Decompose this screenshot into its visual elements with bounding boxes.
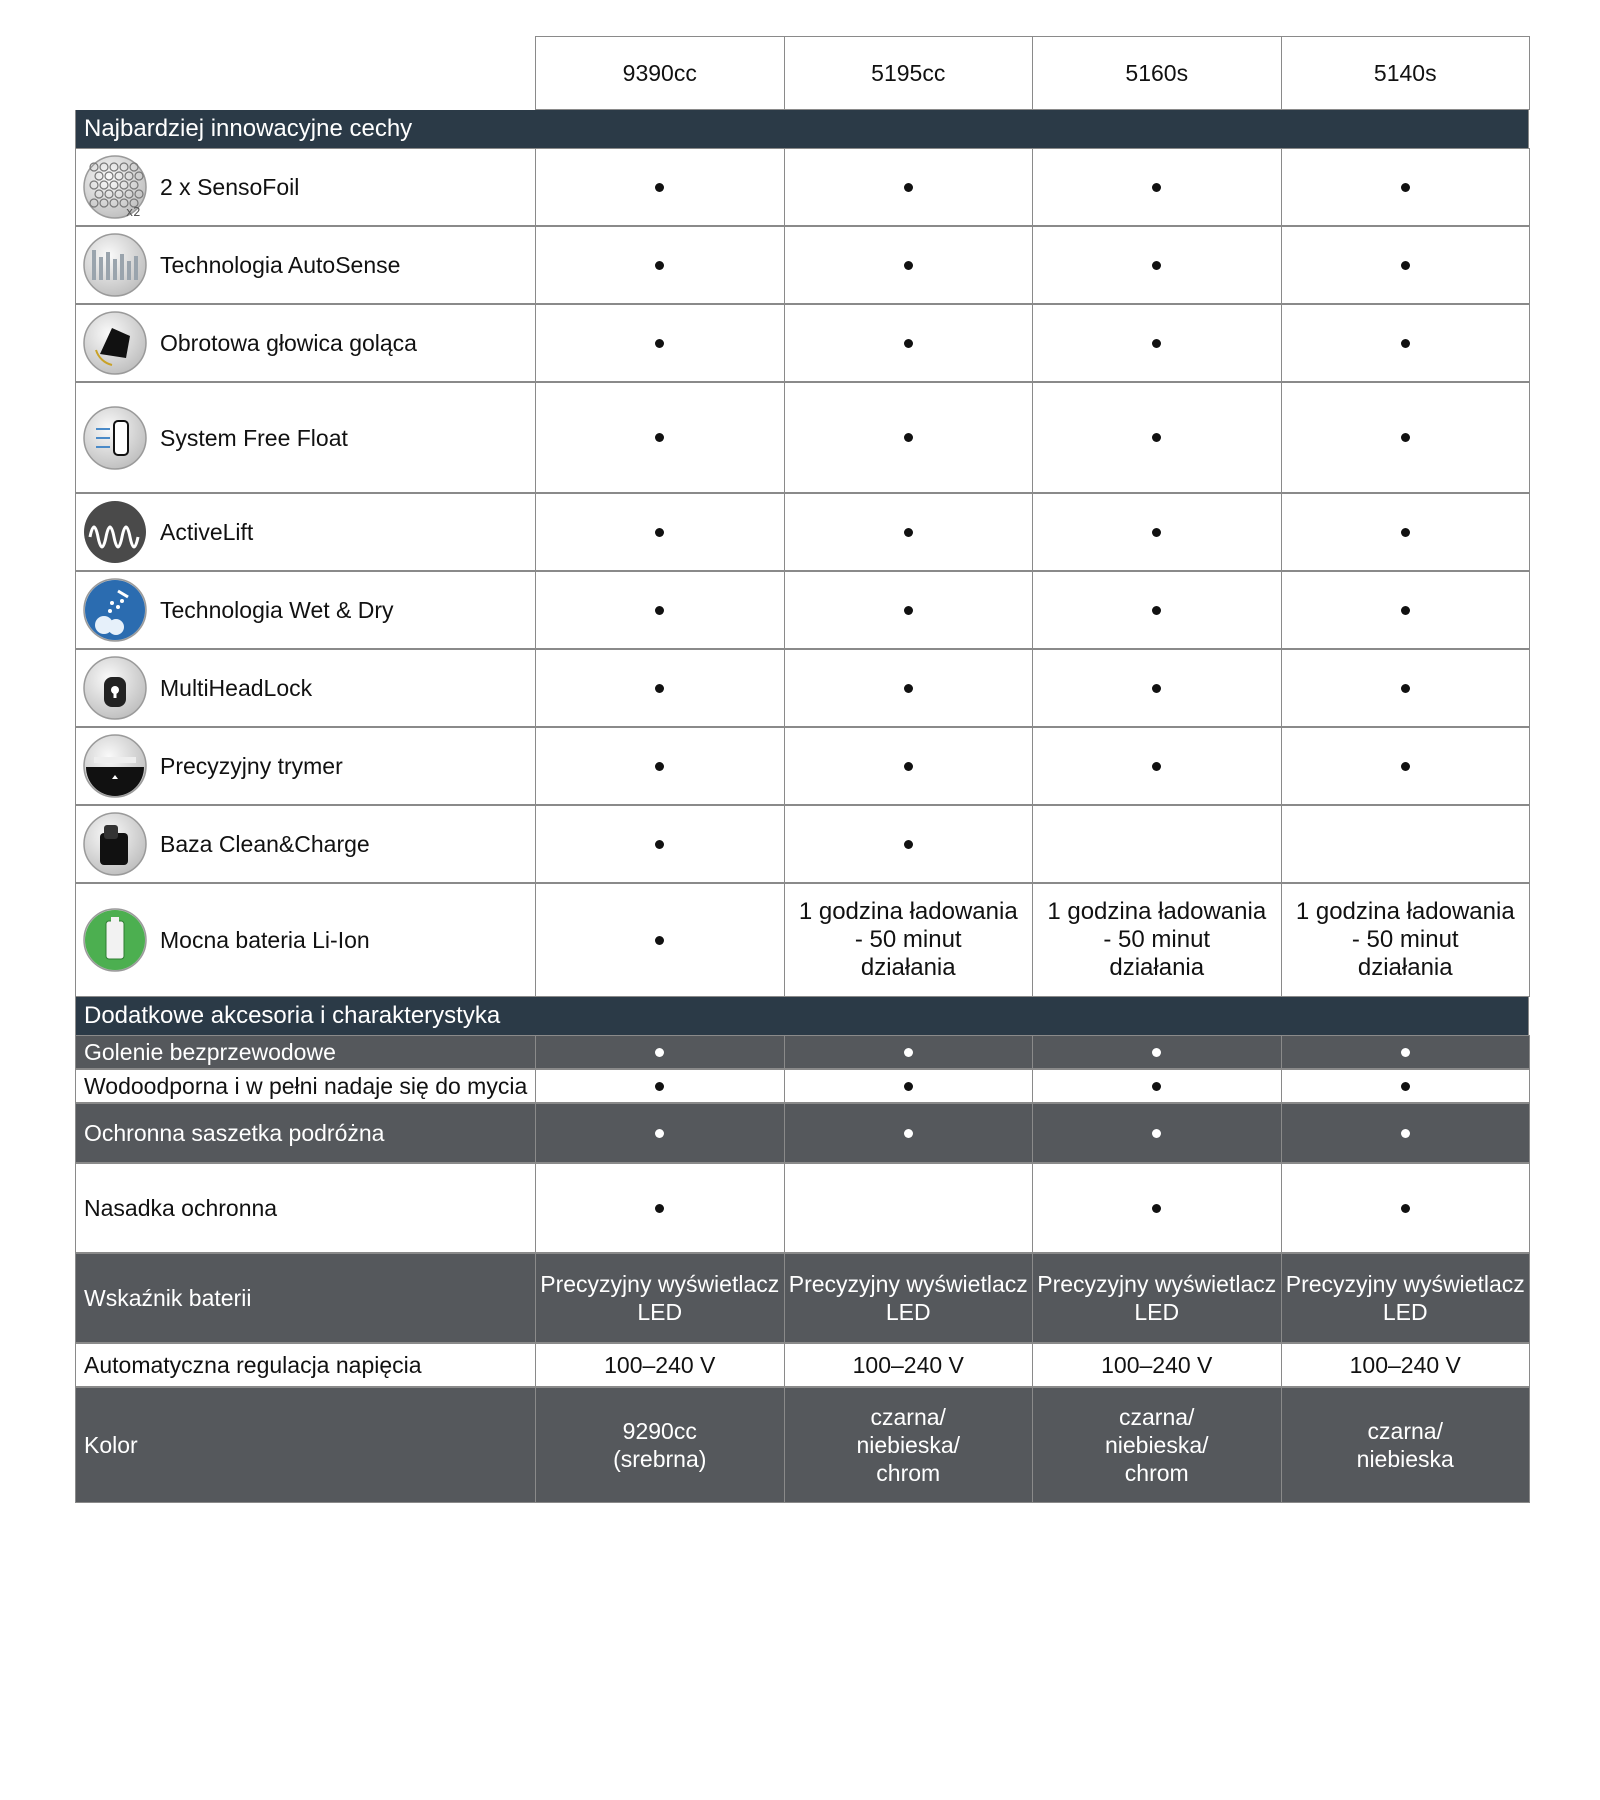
- cell-text: 100–240 V: [1101, 1352, 1213, 1378]
- accessory-value-cell: [784, 1103, 1034, 1163]
- feature-included-dot: [1152, 183, 1161, 192]
- cell-text: 100–240 V: [852, 1352, 964, 1378]
- accessory-value-cell: [535, 1163, 785, 1253]
- feature-included-dot: [1401, 183, 1410, 192]
- feature-label: Mocna bateria Li-Ion: [160, 927, 370, 953]
- feature-value-cell: [535, 226, 785, 304]
- feature-value-cell: [1281, 571, 1531, 649]
- accessory-row-label: [75, 1103, 536, 1163]
- accessory-value-cell: [1032, 1343, 1282, 1387]
- feature-included-dot: [1401, 1129, 1410, 1138]
- feature-label: System Free Float: [160, 424, 348, 451]
- feature-included-dot: [904, 1129, 913, 1138]
- section-title: Najbardziej innowacyjne cechy: [84, 115, 413, 142]
- accessory-row-label: [75, 1253, 536, 1343]
- feature-included-dot: [1152, 606, 1161, 615]
- cell-text: Precyzyjny wyświetlacz LED: [1285, 1271, 1525, 1325]
- feature-value-cell: [1281, 649, 1531, 727]
- accessory-label: Nasadka ochronna: [84, 1195, 278, 1221]
- feature-row-label: [75, 382, 536, 493]
- feature-included-dot: [1152, 261, 1161, 270]
- wet-dry-icon: [82, 577, 148, 643]
- feature-value-cell: [784, 571, 1034, 649]
- feature-included-dot: [655, 528, 664, 537]
- accessory-value-cell: [535, 1035, 785, 1069]
- feature-value-cell: [1032, 727, 1282, 805]
- feature-included-dot: [904, 840, 913, 849]
- feature-included-dot: [1152, 433, 1161, 442]
- feature-included-dot: [1401, 1048, 1410, 1057]
- feature-value-cell: [1032, 382, 1282, 493]
- cell-text: 1 godzina ładowania - 50 minut działania: [1047, 898, 1267, 981]
- feature-value-cell: [784, 883, 1034, 997]
- feature-row-label: [75, 805, 536, 883]
- feature-included-dot: [1152, 684, 1161, 693]
- accessory-label: Ochronna saszetka podróżna: [84, 1120, 385, 1146]
- accessory-value-cell: [535, 1103, 785, 1163]
- feature-value-cell: [535, 382, 785, 493]
- feature-included-dot: [1152, 339, 1161, 348]
- accessory-value-cell: [1281, 1253, 1531, 1343]
- feature-value-cell: [784, 304, 1034, 382]
- feature-value-cell: [1281, 805, 1531, 883]
- section-header-accessories: [75, 997, 1529, 1035]
- feature-value-cell: [1281, 382, 1531, 493]
- feature-included-dot: [904, 684, 913, 693]
- accessory-label: Golenie bezprzewodowe: [84, 1039, 336, 1065]
- accessory-label: Wskaźnik baterii: [84, 1285, 252, 1311]
- feature-included-dot: [904, 606, 913, 615]
- feature-included-dot: [1401, 261, 1410, 270]
- feature-row-label: [75, 493, 536, 571]
- feature-included-dot: [655, 1048, 664, 1057]
- accessory-value-cell: [1281, 1387, 1531, 1503]
- feature-value-cell: [1032, 571, 1282, 649]
- accessory-value-cell: [784, 1253, 1034, 1343]
- accessory-value-cell: [784, 1163, 1034, 1253]
- feature-included-dot: [655, 433, 664, 442]
- accessory-row-label: [75, 1163, 536, 1253]
- feature-included-dot: [655, 339, 664, 348]
- feature-value-cell: [1032, 493, 1282, 571]
- section-header-innovative: [75, 110, 1529, 148]
- feature-label: Technologia AutoSense: [160, 252, 401, 278]
- battery-icon: [82, 907, 148, 973]
- feature-label: MultiHeadLock: [160, 675, 313, 701]
- model-name: 9390cc: [622, 60, 697, 86]
- feature-included-dot: [655, 762, 664, 771]
- feature-value-cell: [1281, 148, 1531, 226]
- clean-charge-base-icon: [82, 811, 148, 877]
- feature-value-cell: [784, 148, 1034, 226]
- feature-included-dot: [904, 183, 913, 192]
- feature-value-cell: [535, 727, 785, 805]
- model-header-9390cc: [535, 36, 785, 110]
- feature-value-cell: [1032, 805, 1282, 883]
- accessory-value-cell: [1281, 1103, 1531, 1163]
- cell-text: 100–240 V: [1349, 1352, 1461, 1378]
- cell-text: Precyzyjny wyświetlacz LED: [788, 1271, 1028, 1325]
- feature-value-cell: [535, 571, 785, 649]
- feature-included-dot: [1401, 339, 1410, 348]
- feature-included-dot: [1401, 606, 1410, 615]
- accessory-label: Wodoodporna i w pełni nadaje się do mycia: [84, 1073, 528, 1099]
- accessory-value-cell: [1032, 1163, 1282, 1253]
- accessory-value-cell: [784, 1343, 1034, 1387]
- lock-icon: [82, 655, 148, 721]
- accessory-row-label: [75, 1343, 536, 1387]
- model-name: 5195cc: [871, 60, 946, 86]
- feature-value-cell: [784, 226, 1034, 304]
- accessory-value-cell: [1032, 1103, 1282, 1163]
- feature-included-dot: [904, 1048, 913, 1057]
- model-header-5140s: [1281, 36, 1531, 110]
- accessory-value-cell: [1281, 1035, 1531, 1069]
- feature-included-dot: [1152, 528, 1161, 537]
- accessory-value-cell: [784, 1387, 1034, 1503]
- section-title: Dodatkowe akcesoria i charakterystyka: [84, 1002, 501, 1029]
- accessory-value-cell: [1281, 1069, 1531, 1103]
- feature-label: Baza Clean&Charge: [160, 831, 370, 857]
- cell-text: 9290cc (srebrna): [613, 1418, 707, 1472]
- cell-text: czarna/ niebieska/ chrom: [856, 1404, 961, 1486]
- cell-text: 1 godzina ładowania - 50 minut działania: [798, 898, 1018, 981]
- feature-included-dot: [1152, 762, 1161, 771]
- feature-included-dot: [904, 528, 913, 537]
- feature-value-cell: [1032, 148, 1282, 226]
- feature-included-dot: [655, 1082, 664, 1091]
- accessory-value-cell: [1032, 1069, 1282, 1103]
- accessory-value-cell: [1032, 1035, 1282, 1069]
- feature-value-cell: [1032, 883, 1282, 997]
- rotating-head-icon: [82, 310, 148, 376]
- feature-included-dot: [655, 840, 664, 849]
- accessory-value-cell: [784, 1035, 1034, 1069]
- activelift-icon: [82, 499, 148, 565]
- feature-included-dot: [655, 936, 664, 945]
- feature-included-dot: [1152, 1129, 1161, 1138]
- feature-value-cell: [535, 883, 785, 997]
- accessory-value-cell: [1281, 1163, 1531, 1253]
- feature-included-dot: [655, 261, 664, 270]
- accessory-value-cell: [1032, 1253, 1282, 1343]
- model-header-5195cc: [784, 36, 1034, 110]
- feature-value-cell: [1281, 304, 1531, 382]
- accessory-value-cell: [784, 1069, 1034, 1103]
- feature-included-dot: [1401, 433, 1410, 442]
- model-name: 5140s: [1373, 60, 1437, 86]
- accessory-row-label: [75, 1069, 536, 1103]
- feature-label: ActiveLift: [160, 519, 254, 545]
- feature-value-cell: [535, 805, 785, 883]
- feature-value-cell: [1281, 226, 1531, 304]
- feature-label: Technologia Wet & Dry: [160, 597, 394, 623]
- model-name: 5160s: [1125, 60, 1189, 86]
- feature-included-dot: [904, 339, 913, 348]
- feature-included-dot: [1401, 528, 1410, 537]
- autosense-icon: [82, 232, 148, 298]
- cell-text: 100–240 V: [604, 1352, 716, 1378]
- feature-value-cell: [784, 805, 1034, 883]
- accessory-value-cell: [535, 1343, 785, 1387]
- feature-value-cell: [1281, 883, 1531, 997]
- accessory-value-cell: [535, 1253, 785, 1343]
- accessory-value-cell: [535, 1387, 785, 1503]
- feature-row-label: [75, 883, 536, 997]
- accessory-value-cell: [1281, 1343, 1531, 1387]
- feature-value-cell: [1032, 304, 1282, 382]
- feature-label: Obrotowa głowica goląca: [160, 330, 417, 356]
- feature-included-dot: [904, 261, 913, 270]
- cell-text: czarna/ niebieska/ chrom: [1104, 1404, 1209, 1486]
- feature-included-dot: [655, 684, 664, 693]
- feature-value-cell: [535, 304, 785, 382]
- cell-text: czarna/ niebieska: [1356, 1418, 1454, 1472]
- cell-text: Precyzyjny wyświetlacz LED: [1037, 1271, 1277, 1325]
- accessory-label: Automatyczna regulacja napięcia: [84, 1352, 422, 1378]
- feature-value-cell: [784, 727, 1034, 805]
- feature-value-cell: [784, 649, 1034, 727]
- feature-value-cell: [784, 382, 1034, 493]
- feature-value-cell: [1281, 727, 1531, 805]
- feature-included-dot: [655, 606, 664, 615]
- feature-value-cell: [1032, 649, 1282, 727]
- feature-value-cell: [784, 493, 1034, 571]
- feature-row-label: [75, 304, 536, 382]
- feature-included-dot: [904, 762, 913, 771]
- sensofoil-icon: [82, 154, 148, 220]
- feature-included-dot: [1152, 1204, 1161, 1213]
- feature-row-label: [75, 727, 536, 805]
- accessory-label: Kolor: [84, 1432, 138, 1458]
- feature-row-label: [75, 148, 536, 226]
- feature-value-cell: [1281, 493, 1531, 571]
- free-float-icon: [82, 405, 148, 471]
- feature-label: 2 x SensoFoil: [160, 174, 300, 200]
- accessory-value-cell: [535, 1069, 785, 1103]
- feature-row-label: [75, 571, 536, 649]
- svg-text:x2: x2: [126, 205, 141, 219]
- accessory-row-label: [75, 1387, 536, 1503]
- feature-included-dot: [904, 433, 913, 442]
- feature-value-cell: [535, 148, 785, 226]
- feature-included-dot: [1401, 1204, 1410, 1213]
- feature-value-cell: [1032, 226, 1282, 304]
- cell-text: Precyzyjny wyświetlacz LED: [540, 1271, 780, 1325]
- feature-value-cell: [535, 493, 785, 571]
- feature-included-dot: [1152, 1082, 1161, 1091]
- trimmer-icon: [82, 733, 148, 799]
- cell-text: 1 godzina ładowania - 50 minut działania: [1295, 898, 1515, 981]
- feature-row-label: [75, 226, 536, 304]
- feature-included-dot: [655, 1204, 664, 1213]
- feature-included-dot: [1401, 762, 1410, 771]
- feature-value-cell: [535, 649, 785, 727]
- accessory-row-label: [75, 1035, 536, 1069]
- accessory-value-cell: [1032, 1387, 1282, 1503]
- feature-included-dot: [1401, 1082, 1410, 1091]
- feature-included-dot: [655, 183, 664, 192]
- feature-included-dot: [1401, 684, 1410, 693]
- feature-row-label: [75, 649, 536, 727]
- model-header-5160s: [1032, 36, 1282, 110]
- feature-included-dot: [1152, 1048, 1161, 1057]
- feature-label: Precyzyjny trymer: [160, 753, 343, 779]
- feature-included-dot: [904, 1082, 913, 1091]
- feature-included-dot: [655, 1129, 664, 1138]
